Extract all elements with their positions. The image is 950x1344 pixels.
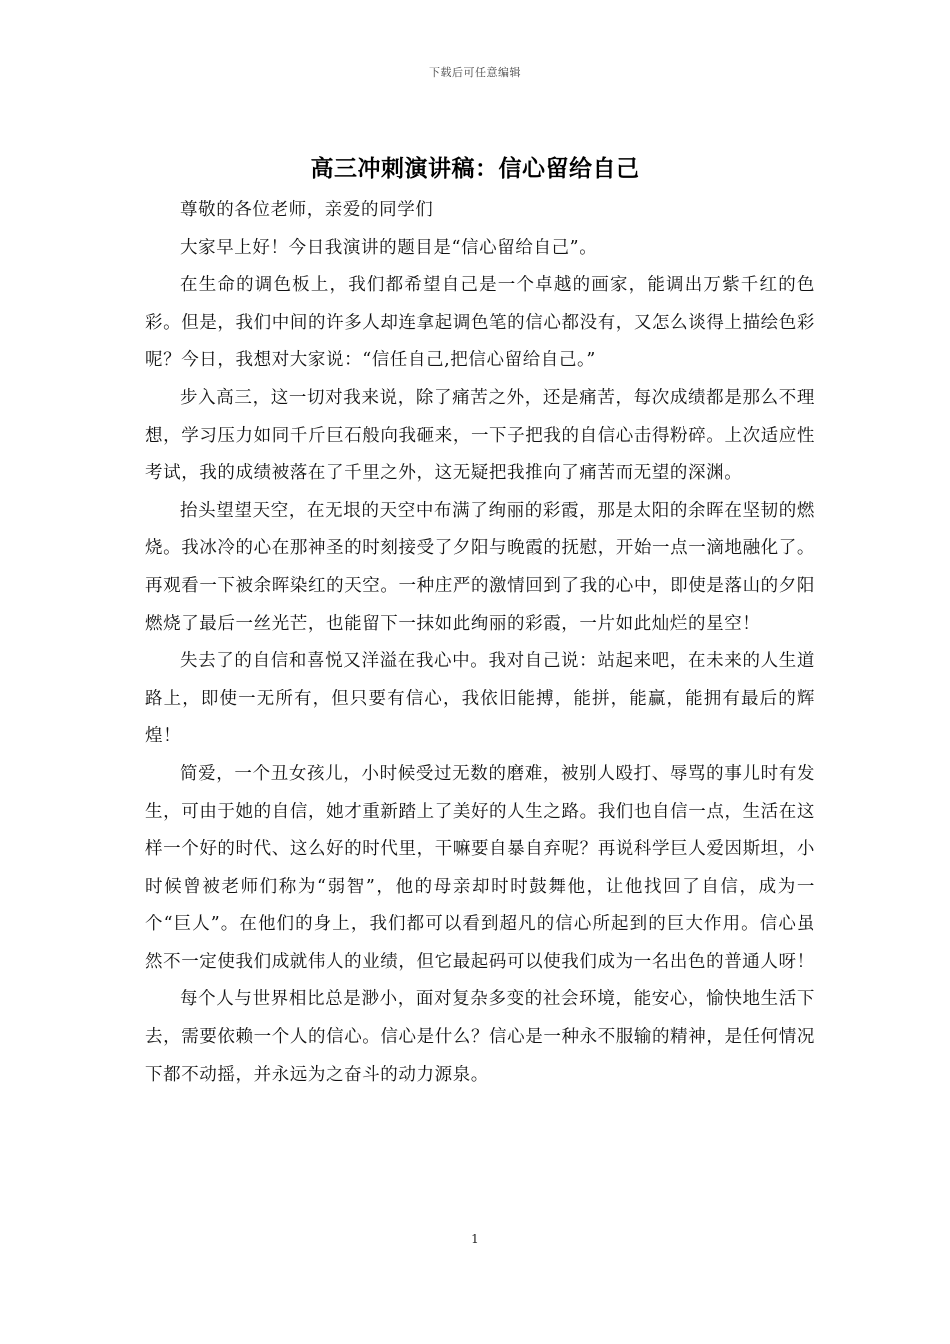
paragraph: 抬头望望天空，在无垠的天空中布满了绚丽的彩霞，那是太阳的余晖在坚韧的燃烧。我冰冷的心在那神圣的时刻接受了夕阳与晚霞的抚慰，开始一点一滴地融化了。再观看一下被余晖染红的天空。一种庄严的激情回到了我的心中，即使是落山的夕阳燃烧了最后一丝光芒，也能留下一抹如此绚丽的彩霞，一片如此灿烂的星空！ bbox=[145, 500, 815, 634]
document-body bbox=[145, 192, 815, 1094]
document-title: 高三冲刺演讲稿：信心留给自己 bbox=[310, 156, 640, 182]
editable-note: 下载后可任意编辑 bbox=[429, 66, 521, 79]
paragraph: 在生命的调色板上，我们都希望自己是一个卓越的画家，能调出万紫千红的色彩。但是，我们中间的许多人却连拿起调色笔的信心都没有，又怎么谈得上描绘色彩呢？今日，我想对大家说：“信任自己,把信心留给自己。” bbox=[145, 275, 815, 371]
paragraph: 失去了的自信和喜悦又洋溢在我心中。我对自己说：站起来吧，在未来的人生道路上，即使一无所有，但只要有信心，我依旧能搏，能拼，能赢，能拥有最后的辉煌！ bbox=[145, 651, 815, 747]
paragraph: 每个人与世界相比总是渺小，面对复杂多变的社会环境，能安心，愉快地生活下去，需要依赖一个人的信心。信心是什么？信心是一种永不服输的精神，是任何情况下都不动摇，并永远为之奋斗的动力源泉。 bbox=[145, 989, 815, 1085]
page-number: 1 bbox=[471, 1232, 479, 1246]
paragraph-greeting: 尊敬的各位老师，亲爱的同学们 bbox=[180, 200, 434, 220]
paragraph: 步入高三，这一切对我来说，除了痛苦之外，还是痛苦，每次成绩都是那么不理想，学习压力如同千斤巨石般向我砸来，一下子把我的自信心击得粉碎。上次适应性考试，我的成绩被落在了千里之外，这无疑把我推向了痛苦而无望的深渊。 bbox=[145, 387, 815, 484]
paragraph-intro: 大家早上好！今日我演讲的题目是“信心留给自己”。 bbox=[180, 237, 598, 258]
paragraph: 简爱，一个丑女孩儿，小时候受过无数的磨难，被别人殴打、辱骂的事儿时有发生，可由于她的自信，她才重新踏上了美好的人生之路。我们也自信一点，生活在这样一个好的时代、这么好的时代里，干嘛要自暴自弃呢？再说科学巨人爱因斯坦，小时候曾被老师们称为“弱智”，他的母亲却时时鼓舞他，让他找回了自信，成为一个“巨人”。在他们的身上，我们都可以看到超凡的信心所起到的巨大作用。信心虽然不一定使我们成就伟人的业绩，但它最起码可以使我们成为一名出色的普通人呀！ bbox=[145, 763, 815, 972]
